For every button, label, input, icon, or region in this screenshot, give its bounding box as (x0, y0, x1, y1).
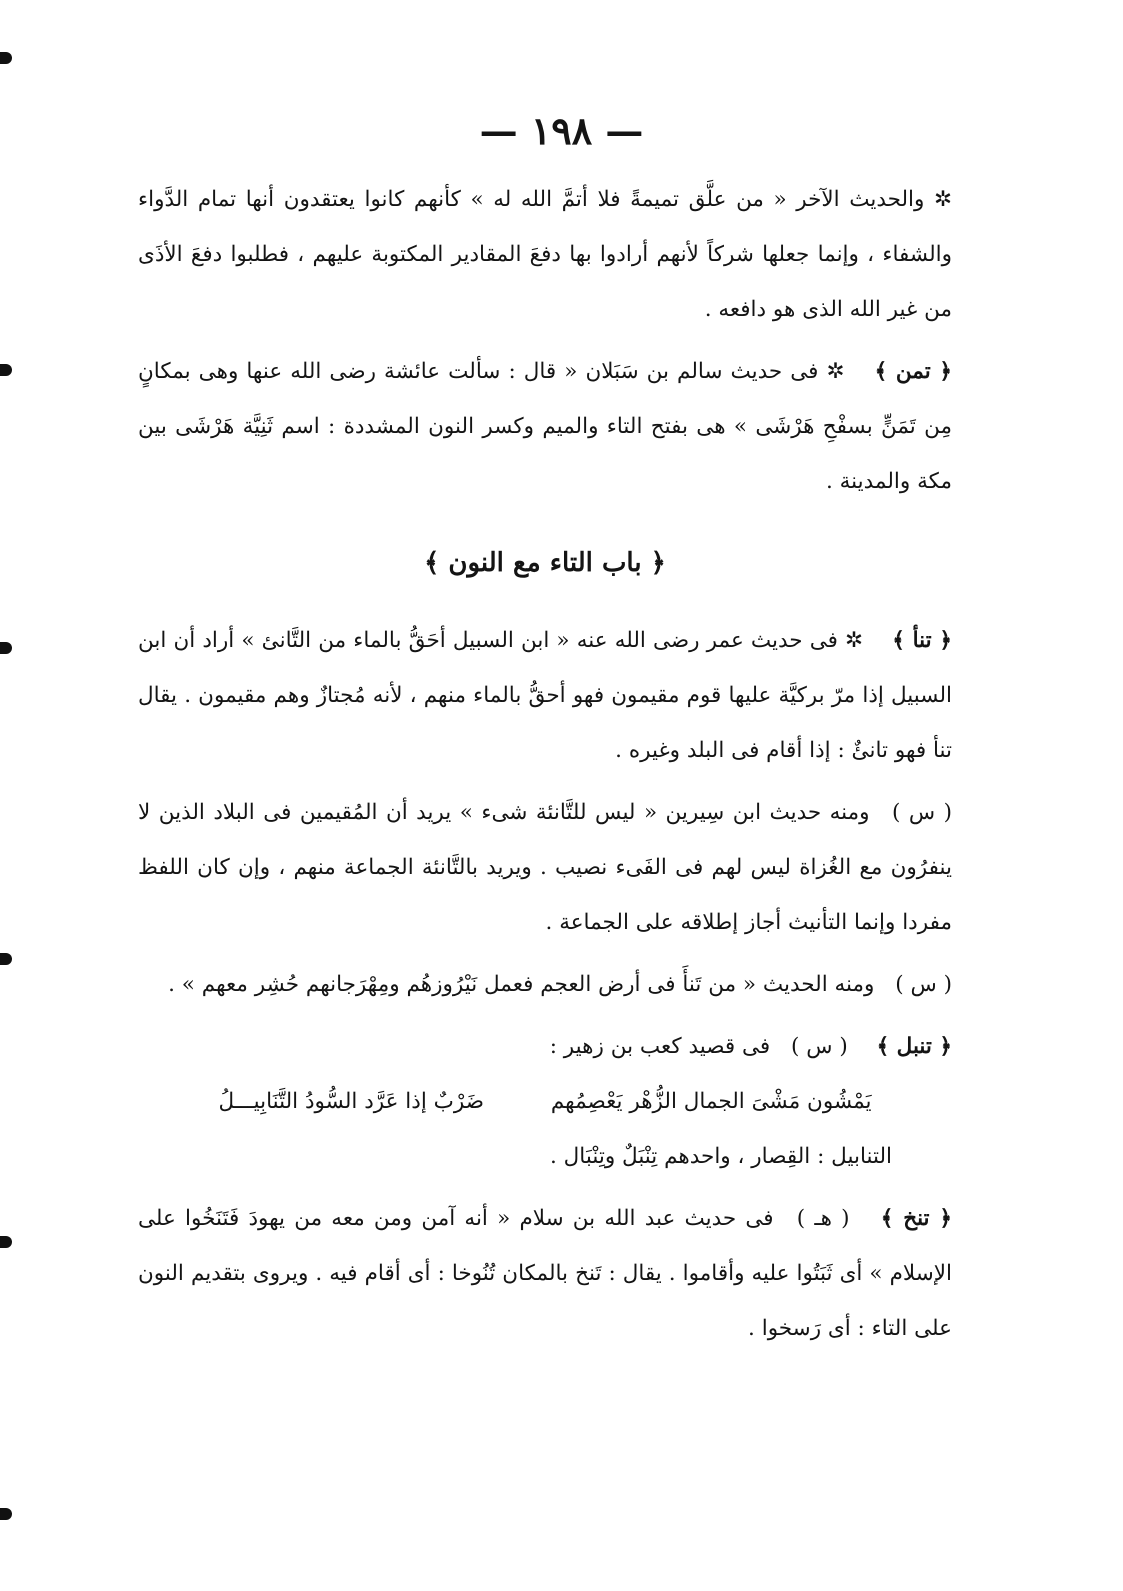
source-marker: ( هـ ) (796, 1206, 850, 1231)
page-edge-mark (0, 52, 12, 64)
page-edge-mark (0, 953, 12, 965)
paragraph-text: ✲ فى حديث سالم بن سَبَلان « قال : سألت عائشة رضى الله عنها وهى بمكانٍ مِن تَمَنٍّ بسفْحِ هَرْشَى » هى بفتح التاء والميم وكسر النون المشددة : اسم ثَنِيَّة هَرْشَى بين مكة والمدينة . (138, 359, 952, 494)
entry-heading: ﴿ تنبل ﴾ (876, 1034, 952, 1059)
paragraph (138, 1019, 952, 1074)
paragraph-text: فى حديث عبد الله بن سلام « أنه آمن ومن معه من يهودَ فَتَنَخُوا على الإسلام » أى ثَبَتُوا عليه وأقاموا . يقال : تَنخ بالمكان تُنُوخا : أى أقام فيه . ويروى بتقديم النون على التاء : أى رَسخوا . (138, 1206, 952, 1341)
paragraph-text: فى قصيد كعب بن زهير : (549, 1034, 771, 1059)
paragraph-text: ✲ فى حديث عمر رضى الله عنه « ابن السبيل أحَقُّ بالماء من التَّانئ » أراد أن ابن السبيل إذا مرّ بركيَّة عليها قوم مقيمون فهو أحقُّ بالماء منهم ، لأنه مُجتازٌ وهم مقيمون . يقال تنأ فهو تانئٌ : إذا أقام فى البلد وغيره . (138, 628, 952, 763)
paragraph (138, 785, 952, 950)
page-edge-mark (0, 364, 12, 376)
paragraph-text: التنابيل : القِصار ، واحدهم تِنْبَلٌ وتِنْبَال . (550, 1144, 892, 1169)
page-edge-mark (0, 1508, 12, 1520)
source-marker: ( س ) (892, 800, 952, 825)
poetry-verse (138, 1074, 952, 1129)
paragraph (138, 172, 952, 337)
paragraph (138, 957, 952, 1012)
source-marker: ( س ) (895, 972, 952, 997)
entry-heading: ﴿ تنأ ﴾ (892, 628, 952, 653)
source-marker: ( س ) (791, 1034, 848, 1059)
page-number: — ١٩٨ — (479, 108, 644, 153)
page-edge-mark (0, 642, 12, 654)
paragraph (138, 1191, 952, 1356)
page-body (138, 172, 952, 1363)
paragraph-text: ومنه حديث ابن سِيرين « ليس للتَّانئة شىء » يريد أن المُقيمين فى البلاد الذين لا ينفرُون مع الغُزاة ليس لهم فى الفَىء نصيب . ويريد بالتَّانئة الجماعة منهم ، وإن كان اللفظ مفردا وإنما التأنيث أجاز إطلاقه على الجماعة . (138, 800, 952, 935)
verse-hemistich-second: ضَرْبٌ إذا عَرَّد السُّودُ التَّنَابِيـــلُ (218, 1089, 485, 1114)
paragraph-text: ومنه الحديث « من تَنأَ فى أرض العجم فعمل نَيْرُوزهُم ومِهْرَجانهم حُشِر معهم » . (168, 972, 875, 997)
paragraph-text: ✲ والحديث الآخر « من علَّق تميمةً فلا أتمَّ الله له » كأنهم كانوا يعتقدون أنها تمام الدَّواء والشفاء ، وإنما جعلها شركاً لأنهم أرادوا بها دفعَ المقادير المكتوبة عليهم ، فطلبوا دفعَ الأذَى من غير الله الذى هو دافعه . (138, 187, 953, 322)
paragraph (138, 344, 952, 509)
verse-hemistich-first: يَمْشُون مَشْىَ الجمال الزُّهْر يَعْصِمُهم (550, 1089, 872, 1114)
paragraph (138, 1129, 952, 1184)
page-edge-mark (0, 1236, 12, 1248)
entry-heading: ﴿ تنخ ﴾ (880, 1206, 952, 1231)
paragraph (138, 613, 952, 778)
section-title: ﴿ باب التاء مع النون ﴾ (424, 548, 666, 578)
entry-heading: ﴿ تمن ﴾ (874, 359, 952, 384)
